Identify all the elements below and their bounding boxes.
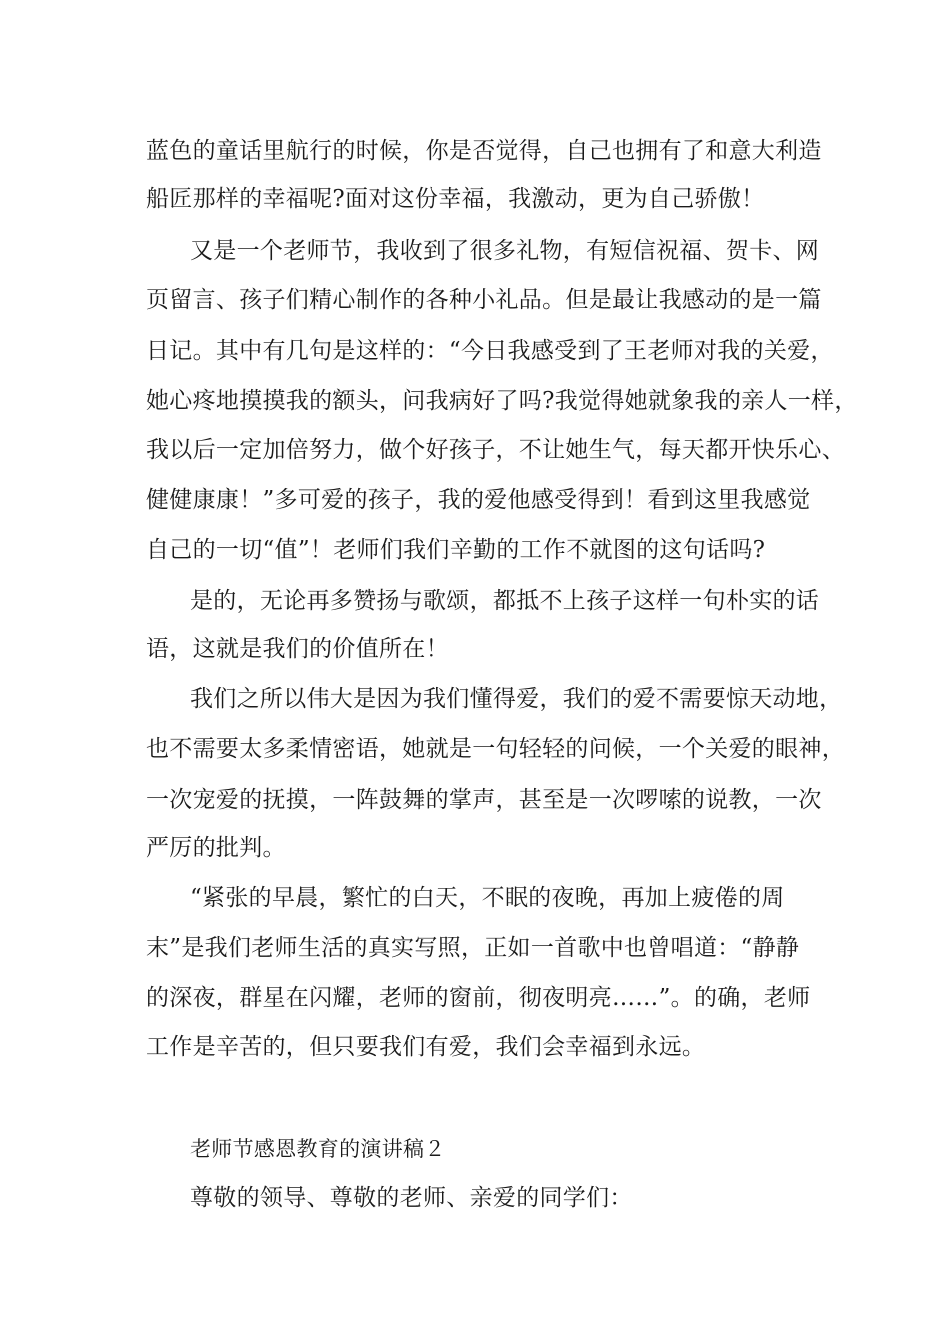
text-line: 严厉的批判。	[146, 835, 286, 861]
paragraph-start-line: 是的，无论再多赞扬与歌颂，都抵不上孩子这样一句朴实的话	[190, 588, 820, 614]
text-line: 蓝色的童话里航行的时候，你是否觉得，自己也拥有了和意大利造	[146, 138, 822, 164]
text-line: 页留言、孩子们精心制作的各种小礼品。但是最让我感动的是一篇	[146, 287, 822, 313]
text-line: 工作是辛苦的，但只要我们有爱，我们会幸福到永远。	[146, 1034, 706, 1060]
text-line: 语，这就是我们的价值所在！	[146, 636, 449, 662]
paragraph-start-line: 又是一个老师节，我收到了很多礼物，有短信祝福、贺卡、网	[190, 238, 820, 264]
text-line: 也不需要太多柔情密语，她就是一句轻轻的问候，一个关爱的眼神，	[146, 736, 845, 762]
text-line: 我以后一定加倍努力，做个好孩子，不让她生气，每天都开快乐心、	[146, 437, 845, 463]
text-line: 健健康康！”多可爱的孩子，我的爱他感受得到！看到这里我感觉	[146, 487, 811, 513]
text-line: 日记。其中有几句是这样的：“今日我感受到了王老师对我的关爱，	[146, 338, 834, 364]
text-line: 她心疼地摸摸我的额头，问我病好了吗?我觉得她就象我的亲人一样，	[146, 388, 858, 414]
paragraph-start-line: “紧张的早晨，繁忙的白天，不眠的夜晚，再加上疲倦的周	[190, 885, 785, 911]
text-line: 船匠那样的幸福呢?面对这份幸福，我激动，更为自己骄傲！	[146, 186, 765, 212]
text-line: 的深夜，群星在闪耀，老师的窗前，彻夜明亮……”。的确，老师	[146, 985, 811, 1011]
section-heading: 老师节感恩教育的演讲稿２	[190, 1137, 446, 1161]
text-line: 自己的一切“值”！老师们我们辛勤的工作不就图的这句话吗?	[146, 537, 766, 563]
text-line: 一次宠爱的抚摸，一阵鼓舞的掌声，甚至是一次啰嗦的说教，一次	[146, 787, 822, 813]
text-line: 末”是我们老师生活的真实写照，正如一首歌中也曾唱道：“静静	[146, 935, 800, 961]
salutation-line: 尊敬的领导、尊敬的老师、亲爱的同学们：	[190, 1185, 633, 1211]
paragraph-start-line: 我们之所以伟大是因为我们懂得爱，我们的爱不需要惊天动地，	[190, 686, 843, 712]
